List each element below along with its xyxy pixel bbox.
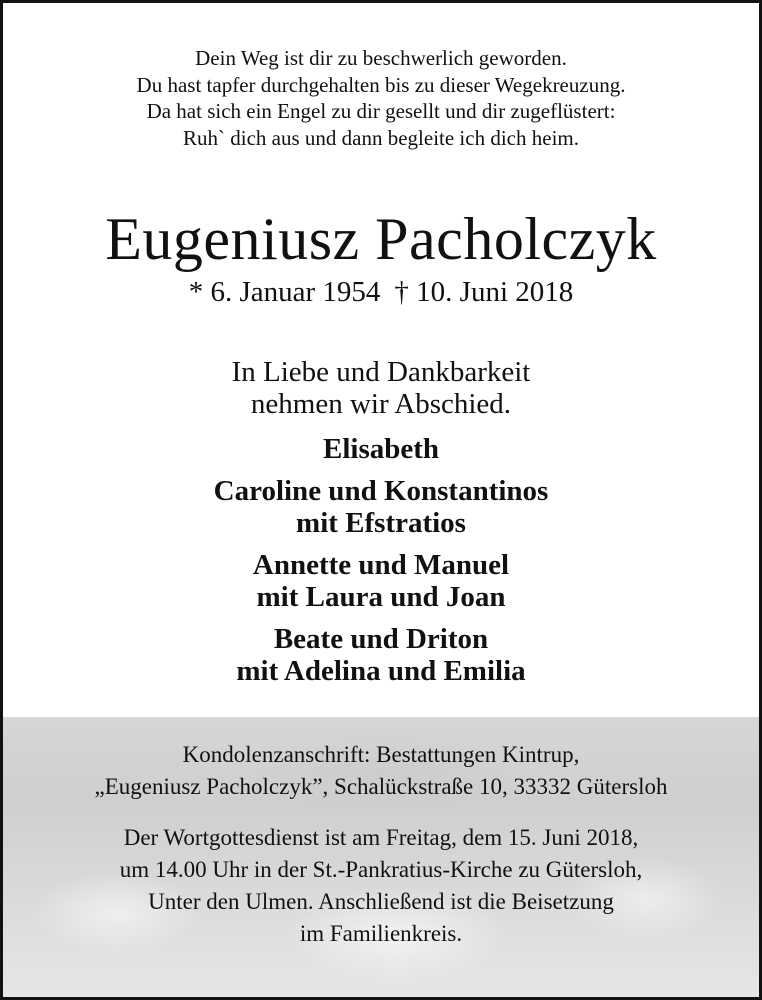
farewell-line: nehmen wir Abschied. [250,388,512,420]
family-group [3,475,759,539]
family-group [3,433,759,465]
family-member: Annette und Manuel [252,549,510,581]
poem-line: Da hat sich ein Engel zu dir gesellt und dir zugeflüstert: [146,99,616,123]
death-date: † 10. Juni 2018 [394,276,574,308]
condolence-address [3,739,759,803]
family-member: Beate und Driton [273,623,489,655]
family-member: Caroline und Konstantinos [213,475,549,507]
farewell-line: In Liebe und Dankbarkeit [231,356,531,388]
service-line: Unter den Ulmen. Anschließend ist die Beisetzung [148,889,614,914]
family-list [3,433,759,697]
poem-line: Du hast tapfer durchgehalten bis zu dieser Wegekreuzung. [136,72,626,97]
family-member: mit Adelina und Emilia [236,655,526,687]
family-member: Elisabeth [322,433,440,465]
service-line: im Familienkreis. [299,921,463,946]
service-line: um 14.00 Uhr in der St.-Pankratius-Kirche zu Gütersloh, [119,857,643,882]
family-member: mit Laura und Joan [256,581,506,613]
life-dates [3,275,759,309]
condolence-line: Kondolenzanschrift: Bestattungen Kintrup, [182,742,580,767]
service-line: Der Wortgottesdienst ist am Freitag, dem 15. Juni 2018, [123,825,639,850]
service-info [3,822,759,950]
deceased-name: Eugeniusz Pacholczyk [105,206,657,272]
poem-line: Ruh` dich aus und dann begleite ich dich heim. [183,125,579,150]
family-group [3,623,759,687]
poem-line: Dein Weg ist dir zu beschwerlich geworden. [195,46,567,70]
birth-date: * 6. Januar 1954 [188,276,381,308]
poem [3,45,759,151]
candle-background-section [3,717,759,997]
farewell-text [3,356,759,420]
family-member: mit Efstratios [296,507,466,539]
family-group [3,549,759,613]
condolence-line: „Eugeniusz Pacholczyk”, Schalückstraße 10, 33332 Gütersloh [94,774,668,799]
